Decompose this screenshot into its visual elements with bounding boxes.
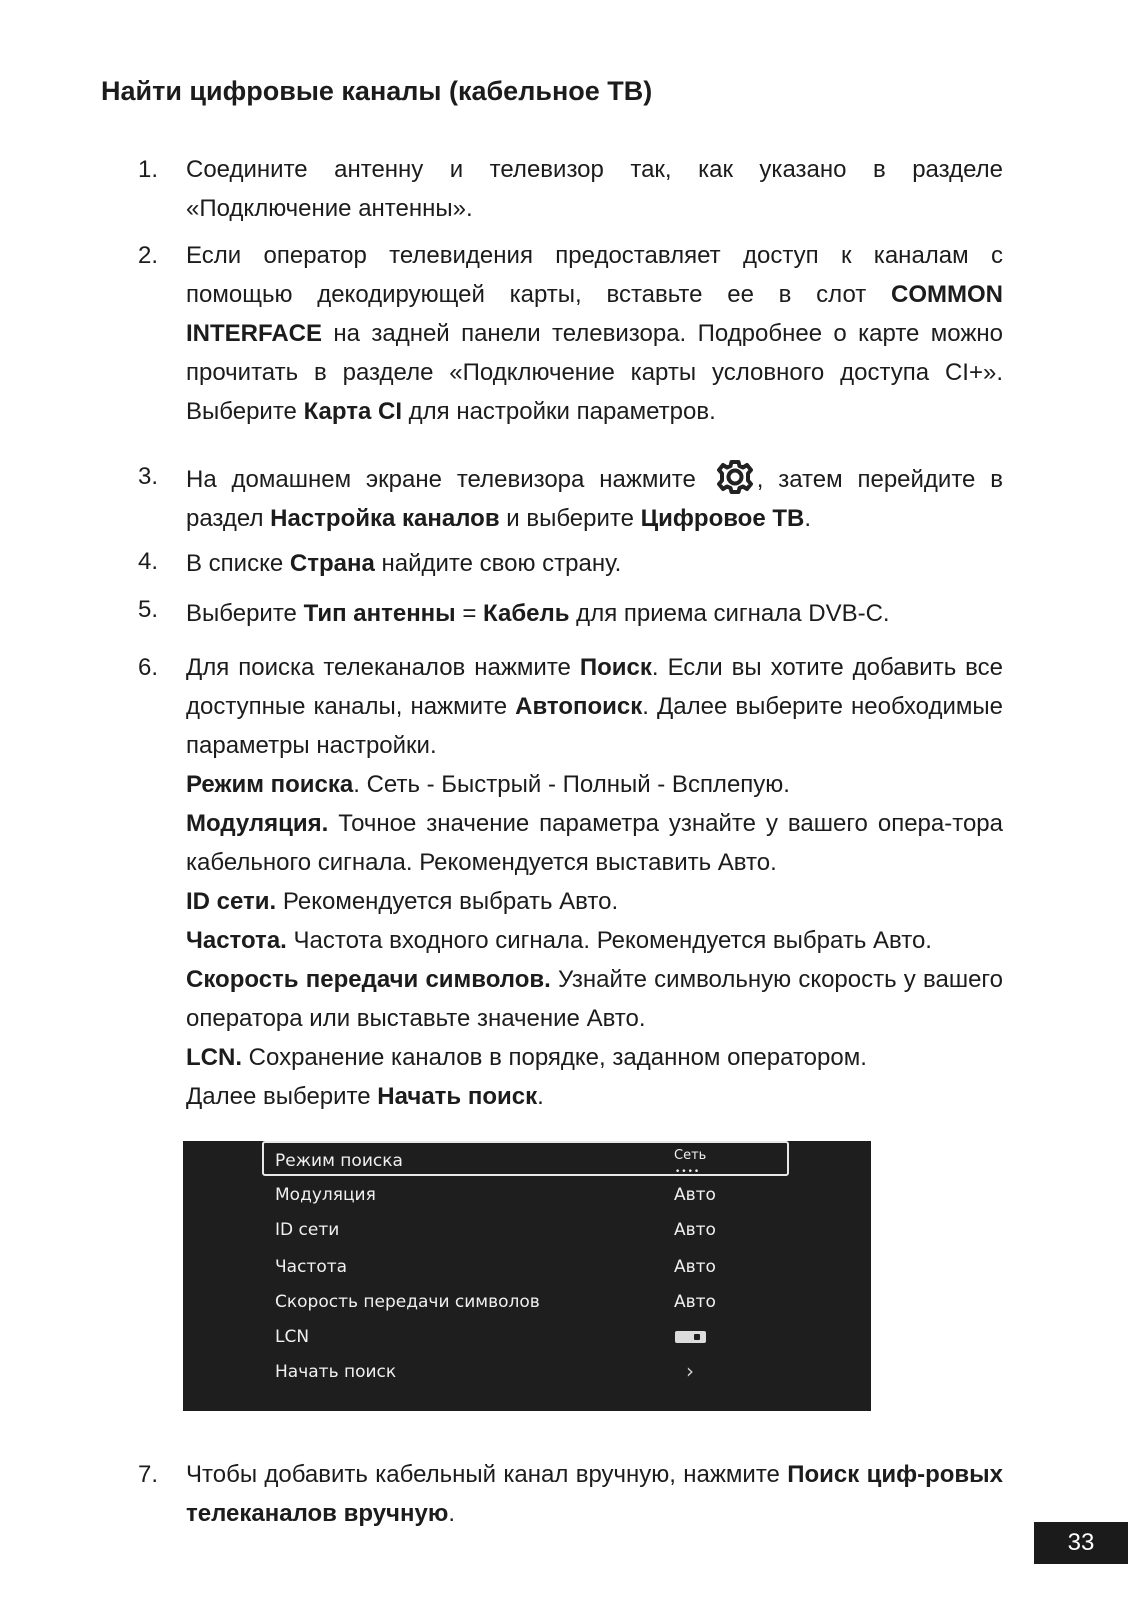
step-text: На домашнем экране телевизора нажмите , затем перейдите в раздел Настройка каналов и выберите Цифровое ТВ.: [186, 457, 1003, 538]
menu-row-label: Скорость передачи символов: [275, 1292, 540, 1312]
param-lcn: LCN. Сохранение каналов в порядке, заданном оператором.: [186, 1044, 867, 1071]
gear-icon: [715, 457, 755, 497]
param-symbol-rate: Скорость передачи символов. Узнайте символьную скорость у вашего оператора или выставьте значение Авто.: [186, 966, 1003, 1032]
section-heading: Найти цифровые каналы (кабельное ТВ): [101, 76, 653, 106]
menu-row-start-search[interactable]: [183, 1357, 871, 1387]
step-text: Соедините антенну и телевизор так, как указано в разделе «Подключение антенны».: [186, 156, 1003, 222]
menu-row-symbol-rate[interactable]: [183, 1287, 871, 1317]
step-number: 3.: [138, 463, 159, 490]
param-modulation: Модуляция. Точное значение параметра узнайте у вашего опера-тора кабельного сигнала. Рекомендуется выставить Авто.: [186, 810, 1003, 876]
menu-row-label: ID сети: [275, 1220, 340, 1240]
step-closing: Далее выберите Начать поиск.: [186, 1083, 544, 1110]
menu-row-label: Режим поиска: [275, 1151, 403, 1171]
menu-row-lcn[interactable]: [183, 1322, 871, 1352]
menu-row-value: Авто: [674, 1220, 716, 1240]
step-number: 7.: [138, 1461, 159, 1488]
step-number: 5.: [138, 596, 159, 623]
step-number: 1.: [138, 156, 159, 183]
menu-row-label: Модуляция: [275, 1185, 376, 1205]
param-search-mode: Режим поиска. Сеть - Быстрый - Полный - Всплепую.: [186, 771, 790, 798]
menu-row-value: Авто: [674, 1292, 716, 1312]
step-intro: Для поиска телеканалов нажмите Поиск. Если вы хотите добавить все доступные каналы, нажмите Автопоиск. Далее выберите необходимые параметры настройки.: [186, 654, 1004, 759]
menu-row-value: Авто: [674, 1257, 716, 1277]
toggle-switch-icon[interactable]: [675, 1331, 706, 1343]
step-number: 4.: [138, 548, 159, 575]
menu-row-value: Авто: [674, 1185, 716, 1205]
menu-row-search-mode[interactable]: [183, 1146, 871, 1176]
step-number: 2.: [138, 242, 159, 269]
menu-row-network-id[interactable]: [183, 1215, 871, 1245]
menu-row-frequency[interactable]: [183, 1252, 871, 1282]
step-text: Чтобы добавить кабельный канал вручную, нажмите Поиск циф-ровых телеканалов вручную.: [186, 1461, 1003, 1527]
menu-row-value: Сеть: [674, 1148, 707, 1163]
option-dots-indicator: ••••: [675, 1167, 701, 1177]
menu-row-label: LCN: [275, 1327, 310, 1347]
menu-row-label: Частота: [275, 1257, 348, 1277]
page-number-badge: 33: [1034, 1522, 1128, 1564]
step-text: Если оператор телевидения предоставляет доступ к каналам с помощью декодирующей карты, вставьте ее в слот COMMON INTERFACE на задней панели телевизора. Подробнее о карте можно прочитать в разделе «Подключение карты условного доступа CI+». Выберите Карта CI для настройки параметров.: [186, 242, 1003, 425]
tv-settings-screenshot: [183, 1141, 871, 1411]
chevron-right-icon: ›: [686, 1359, 694, 1383]
step-text: В списке Страна найдите свою страну.: [186, 550, 622, 577]
step-text: Выберите Тип антенны = Кабель для приема сигнала DVB-C.: [186, 600, 890, 627]
menu-row-label: Начать поиск: [275, 1362, 397, 1382]
step-number: 6.: [138, 654, 159, 681]
param-frequency: Частота. Частота входного сигнала. Рекомендуется выбрать Авто.: [186, 927, 932, 954]
menu-row-modulation[interactable]: [183, 1180, 871, 1210]
param-network-id: ID сети. Рекомендуется выбрать Авто.: [186, 888, 619, 915]
step-text: [186, 648, 1003, 1116]
